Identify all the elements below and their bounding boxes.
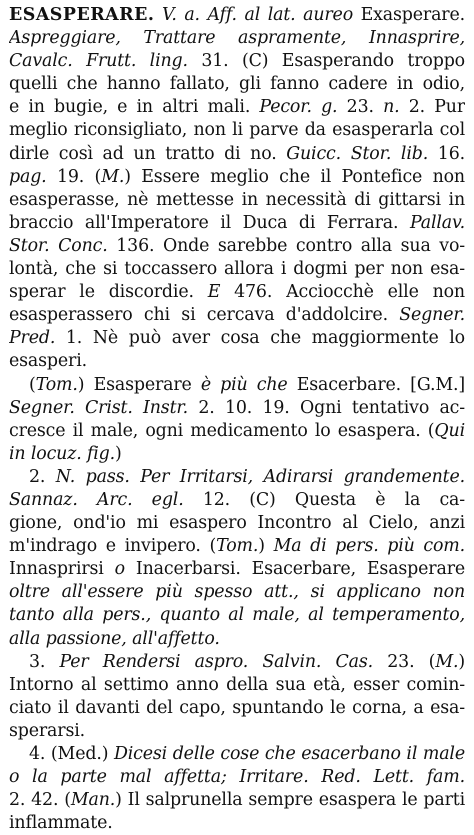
entry-line	[9, 73, 465, 96]
entry-line	[9, 812, 465, 835]
entry-text-run: sperar le discordie.	[9, 282, 208, 303]
entry-text-run: 136. Onde sarebbe contro alla sua vo-	[107, 235, 465, 256]
entry-text-run: Cavalc. Frutt. ling.	[9, 51, 188, 72]
entry-line	[9, 628, 465, 651]
entry-text-run: Esacerbare. [G.M.]	[287, 374, 465, 395]
entry-line	[9, 604, 465, 627]
entry-text-run: Pallav.	[409, 212, 465, 233]
entry-text-run: gione, ond'io mi esaspero Incontro al Cielo, anzi	[9, 513, 465, 534]
entry-line	[9, 674, 465, 697]
entry-text-run: 1. Nè può aver cosa che maggiormente lo	[55, 328, 465, 349]
entry-text-run: cresce il male, ogni medicamento lo esaspera. (	[9, 420, 435, 441]
entry-text-run: Intorno al settimo anno della sua età, esser comin-	[9, 674, 465, 695]
entry-text-run: Stor. Conc.	[9, 235, 108, 256]
entry-text-run: 16.	[428, 143, 465, 164]
entry-text-run: sperarsi.	[9, 720, 86, 741]
entry-text-run: 4. (Med.)	[29, 744, 114, 764]
entry-text-run: Sannaz. Arc. egl.	[9, 489, 184, 510]
entry-line	[9, 119, 465, 142]
entry-text-run: 476. Acciocchè elle non	[220, 282, 465, 303]
entry-text-run: Qui	[434, 420, 465, 441]
entry-line	[9, 212, 465, 235]
entry-text-run: Man.	[70, 790, 116, 811]
entry-line	[9, 489, 465, 512]
entry-text-run: )	[458, 651, 465, 672]
entry-line	[9, 466, 465, 489]
entry-line	[9, 443, 465, 466]
entry-line	[9, 258, 465, 281]
entry-text-run: ) Essere meglio che il Pontefice non	[124, 166, 465, 187]
entry-text-run: Tom.	[216, 536, 259, 557]
entry-line	[9, 558, 465, 581]
entry-text-run: Innasprirsi	[9, 559, 115, 580]
entry-text-run: 3.	[29, 651, 60, 672]
entry-text-run: 2. Pur	[399, 97, 465, 118]
entry-line	[9, 789, 465, 812]
entry-text-run: Tom.	[35, 374, 78, 395]
entry-text-run: N. pass. Per Irritarsi, Adirarsi grandemente.	[55, 466, 465, 487]
entry-text-run: Segner.	[399, 305, 465, 326]
entry-text-run: 19. (	[46, 166, 102, 187]
entry-text-run: pag.	[9, 166, 47, 187]
entry-text-run: E	[207, 282, 221, 303]
entry-text-run: Pred.	[9, 328, 56, 349]
entry-text-run: 12. (C) Questa è la ca-	[183, 489, 465, 510]
entry-line	[9, 166, 465, 189]
dictionary-entry-esasperare	[9, 4, 465, 835]
entry-line	[9, 50, 465, 73]
entry-text-run: meglio riconsigliato, non li parve da esasperarla col	[9, 120, 465, 141]
entry-text-run: lontà, che si toccassero allora i dogmi per non esa-	[9, 259, 465, 280]
entry-line	[9, 27, 465, 50]
entry-text-run: esasperasse, nè mettesse in necessità di gittarsi in	[9, 189, 465, 210]
entry-line	[9, 374, 465, 397]
entry-text-run: V. a. Aff. al lat. aureo	[162, 5, 354, 25]
entry-line	[9, 304, 465, 327]
entry-text-run: o	[114, 559, 125, 580]
entry-text-run: Aspreggiare, Trattare aspramente, Innasprire,	[9, 28, 465, 49]
entry-text-run: o la parte mal affetta; Irritare. Red. Lett. fam.	[9, 767, 465, 788]
entry-text-run: m'indrago e invipero. (	[9, 536, 217, 557]
entry-text-run: ) Esasperare	[77, 374, 201, 395]
entry-line	[9, 420, 465, 443]
entry-text-run: dirle così ad un tratto di no.	[9, 143, 287, 164]
entry-text-run: Per Rendersi aspro. Salvin. Cas.	[59, 651, 374, 672]
entry-text-run: M.	[101, 166, 125, 187]
entry-text-run: )	[258, 536, 274, 557]
entry-line	[9, 743, 465, 766]
entry-line	[9, 281, 465, 304]
entry-text-run: M.	[435, 651, 459, 672]
entry-text-run: Exasperare.	[353, 5, 465, 25]
entry-text-run: n.	[383, 97, 400, 118]
entry-text-run: e in bugie, e in altri mali.	[9, 97, 260, 118]
entry-text-run: tanto alla pers., quanto al male, al temperamento,	[9, 605, 465, 626]
entry-line	[9, 535, 465, 558]
entry-line	[9, 651, 465, 674]
entry-text-run: ciato il davanti del capo, spuntando le corna, a esa-	[9, 697, 465, 718]
entry-text-run: Dicesi delle cose che esacerbano il male	[113, 744, 465, 764]
entry-text-run: esasperi.	[9, 351, 87, 372]
entry-text-run: è più che	[200, 374, 288, 395]
entry-text-run: Pecor. g.	[259, 97, 338, 118]
entry-text-run: ) Il salprunella sempre esaspera le parti	[115, 790, 465, 811]
entry-line	[9, 697, 465, 720]
entry-text-run: 23.	[337, 97, 384, 118]
entry-text-run: )	[115, 443, 122, 464]
entry-text-run: Ma di pers. più com.	[273, 536, 465, 557]
entry-text-run: Segner. Crist. Instr.	[9, 397, 189, 418]
entry-text-run: esasperassero chi si cercava d'addolcire.	[9, 305, 400, 326]
entry-line	[9, 720, 465, 743]
entry-text-run: 31. (C) Esasperando troppo	[187, 51, 465, 72]
entry-text-run	[154, 5, 162, 25]
entry-text-run: Guicc. Stor. lib.	[286, 143, 429, 164]
entry-text-run: inflammate.	[9, 813, 113, 834]
entry-line	[9, 4, 465, 27]
entry-text-run: Inacerbarsi. Esacerbare, Esasperare	[124, 559, 465, 580]
entry-line	[9, 581, 465, 604]
entry-line	[9, 235, 465, 258]
entry-line	[9, 397, 465, 420]
entry-text-run: (	[29, 374, 36, 395]
entry-text-run: oltre all'essere più spesso att., si applicano non	[9, 582, 465, 603]
entry-text-run: in locuz. fig.	[9, 443, 116, 464]
entry-text-run: 2. 42. (	[9, 790, 71, 811]
entry-line	[9, 327, 465, 350]
entry-line	[9, 96, 465, 119]
entry-line	[9, 143, 465, 166]
entry-text-run: 2.	[29, 466, 56, 487]
entry-text-run: quelli che hanno fallato, gli fanno cadere in odio,	[9, 74, 465, 95]
entry-line	[9, 512, 465, 535]
entry-text-run: 2. 10. 19. Ogni tentativo ac-	[188, 397, 465, 418]
entry-line	[9, 766, 465, 789]
entry-text-run: 23. (	[373, 651, 436, 672]
headword: ESASPERARE.	[9, 5, 155, 25]
entry-line	[9, 189, 465, 212]
entry-text-run: alla passione, all'affetto.	[9, 628, 220, 649]
entry-text-run: braccio all'Imperatore il Duca di Ferrara.	[9, 212, 410, 233]
entry-line	[9, 350, 465, 373]
